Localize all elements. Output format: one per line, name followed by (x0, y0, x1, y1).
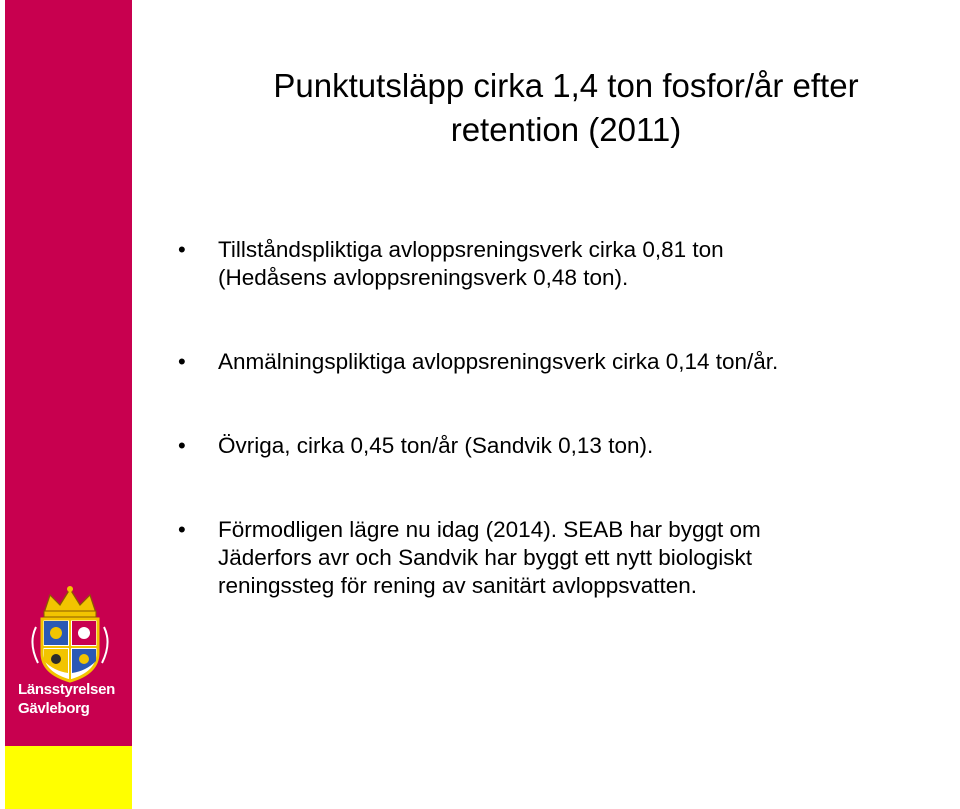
title-line-2: retention (2011) (450, 111, 682, 148)
bullet-line: • Anmälningspliktiga avloppsreningsverk cirka 0,14 ton/år. (218, 349, 779, 374)
bullet-line: • Förmodligen lägre nu idag (2014). SEAB har byggt om (218, 517, 761, 542)
title-line-1: Punktutsläpp cirka 1,4 ton fosfor/år efter (273, 67, 859, 104)
organization-logo-text (18, 680, 128, 718)
org-name-line2: Gävleborg (18, 700, 90, 717)
bullet-line: reningssteg för rening av sanitärt avloppsvatten. (218, 573, 698, 598)
bullet-list (178, 236, 958, 656)
bullet-item (178, 348, 958, 376)
bullet-item (178, 432, 958, 460)
slide-title (176, 64, 956, 152)
bullet-line: • Övriga, cirka 0,45 ton/år (Sandvik 0,13 ton). (218, 433, 654, 458)
bullet-item (178, 236, 958, 292)
bullet-line: (Hedåsens avloppsreningsverk 0,48 ton). (218, 265, 629, 290)
bullet-line: • Tillståndspliktiga avloppsreningsverk cirka 0,81 ton (218, 237, 724, 262)
sidebar-accent-strip (5, 746, 132, 809)
bullet-item (178, 516, 958, 600)
org-name-line1: Länsstyrelsen (18, 681, 115, 698)
bullet-line: Jäderfors avr och Sandvik har byggt ett nytt biologiskt (218, 545, 753, 570)
